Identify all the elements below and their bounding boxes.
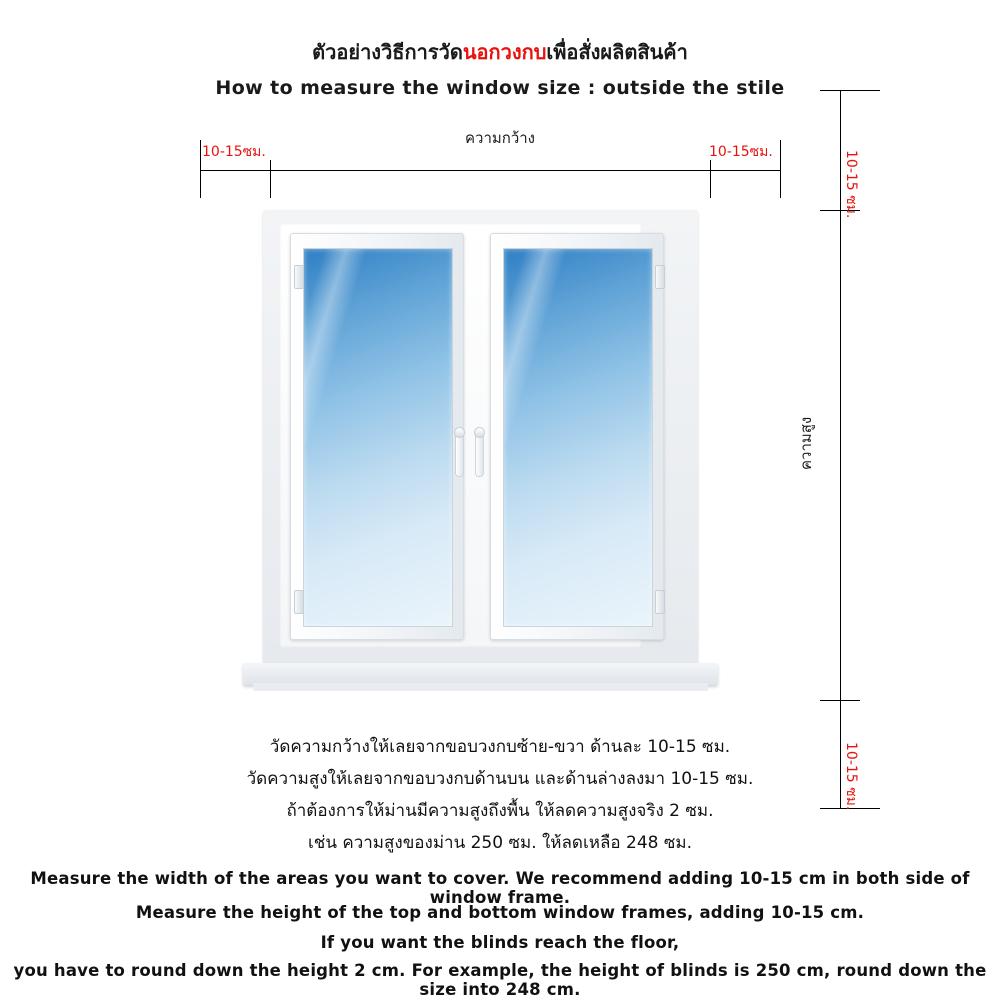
width-tick-inner-right bbox=[710, 160, 711, 198]
window-sill bbox=[243, 663, 718, 685]
window-handle-left bbox=[455, 433, 464, 477]
window-glass-right bbox=[503, 248, 653, 627]
gap-bottom-label: 10-15 ซม. bbox=[843, 742, 859, 811]
title-thai-prefix: ตัวอย่างวิธีการวัด bbox=[312, 40, 463, 64]
width-dimension-line bbox=[200, 170, 780, 171]
page-title-english: How to measure the window size : outside the stile bbox=[215, 77, 785, 99]
instruction-english-4: you have to round down the height 2 cm. For example, the height of blinds is 250 cm, round down the size into 248 cm. bbox=[13, 961, 987, 999]
instruction-thai-2: วัดความสูงให้เลยจากขอบวงกบด้านบน และด้านล่างลงมา 10-15 ซม. bbox=[246, 769, 754, 789]
instruction-english-2: Measure the height of the top and bottom window frames, adding 10-15 cm. bbox=[135, 903, 865, 922]
hinge-left-top bbox=[294, 265, 304, 289]
gap-left-label: 10-15ซม. bbox=[202, 144, 266, 160]
instruction-english-1: Measure the width of the areas you want to cover. We recommend adding 10-15 cm in both side of window frame. bbox=[30, 869, 970, 907]
window-sash-right bbox=[490, 233, 664, 640]
gap-right-label: 10-15ซม. bbox=[709, 144, 773, 160]
width-label: ความกว้าง bbox=[464, 129, 536, 147]
window-handle-knob-right bbox=[474, 427, 485, 438]
title-thai-highlight: นอกวงกบ bbox=[462, 40, 547, 64]
height-tick-top bbox=[820, 90, 880, 91]
instruction-thai-4: เช่น ความสูงของม่าน 250 ซม. ให้ลดเหลือ 248 ซม. bbox=[307, 833, 693, 853]
title-thai-suffix: เพื่อสั่งผลิตสินค้า bbox=[546, 40, 688, 64]
window-glass-left bbox=[303, 248, 453, 627]
width-tick-outer-left bbox=[200, 140, 201, 198]
hinge-left-bottom bbox=[294, 590, 304, 614]
window-sill-underside bbox=[253, 683, 708, 691]
hinge-right-bottom bbox=[655, 590, 665, 614]
gap-top-label: 10-15 ซม. bbox=[843, 150, 859, 219]
page-title-thai bbox=[0, 36, 1000, 68]
window-handle-knob-left bbox=[454, 427, 465, 438]
window-illustration bbox=[243, 205, 718, 700]
instruction-thai-3: ถ้าต้องการให้ม่านมีความสูงถึงพื้น ให้ลดความสูงจริง 2 ซม. bbox=[286, 801, 714, 821]
window-sash-left bbox=[290, 233, 464, 640]
width-tick-inner-left bbox=[270, 160, 271, 198]
hinge-right-top bbox=[655, 265, 665, 289]
height-label: ความสูง bbox=[797, 416, 815, 470]
height-tick-inner-bottom bbox=[820, 700, 860, 701]
instruction-thai-1: วัดความกว้างให้เลยจากขอบวงกบซ้าย-ขวา ด้านละ 10-15 ซม. bbox=[269, 737, 731, 757]
width-tick-outer-right bbox=[780, 140, 781, 198]
window-handle-right bbox=[475, 433, 484, 477]
instruction-english-3: If you want the blinds reach the floor, bbox=[320, 933, 680, 952]
